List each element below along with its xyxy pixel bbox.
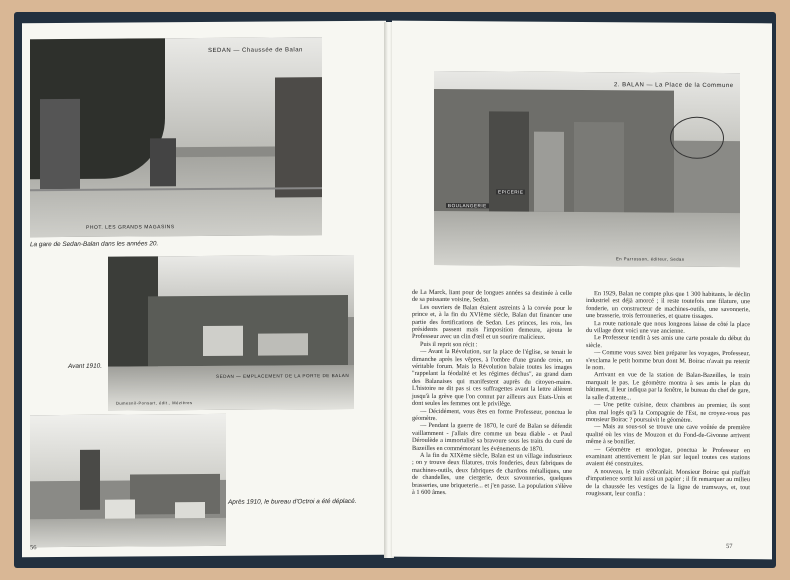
photo1-imprint: PHOT. LES GRANDS MAGASINS	[86, 224, 175, 231]
photo-right-title: 2. BALAN — La Place de la Commune	[614, 82, 734, 90]
photo-emplacement-porte-de-balan	[108, 255, 354, 411]
photo-apres-1910	[30, 414, 226, 547]
text-column-2	[586, 290, 750, 499]
photo2-caption: Avant 1910.	[68, 362, 102, 370]
paragraph: — Géomètre et œnologue, ponctua le Professeur en examinant attentivement le plan sur lequel toutes ces stations avaient été construites.	[586, 445, 750, 468]
photo2-title: SEDAN — EMPLACEMENT DE LA PORTE DE BALAN	[216, 372, 350, 379]
paragraph: — Pendant la guerre de 1870, le curé de Balan se défendit vaillamment - j'allais dire comme un beau diable - et Paul Déroulède a immortalisé sa bravoure sous les traits du curé de Bazeilles en commémorant les événements de 1870.	[412, 422, 572, 453]
paragraph: Les ouvriers de Balan étaient astreints à la corvée pour le prince et, à la fin du XVIème siècle, Balan dut financer une partie des fortifications de Sedan. Les princes, les rois, les présidents passent mais l'imposition demeure, ajouta le Professeur avec un clin d'œil et un sourire malicieux.	[412, 303, 572, 342]
page-number-left: 56	[30, 544, 37, 552]
photo-sedan-chaussee-de-balan	[30, 37, 322, 237]
photo1-title: SEDAN — Chaussée de Balan	[208, 47, 303, 54]
left-page	[22, 21, 386, 558]
paragraph: Le Professeur tendit à ses amis une carte postale du début du siècle.	[586, 334, 750, 349]
paragraph: La route nationale que nous longeons laisse de côté la place du village dont voici une vue ancienne.	[586, 319, 750, 335]
photo3-caption: Après 1910, le bureau d'Octroi a été déplacé.	[228, 497, 357, 506]
text-column-1	[412, 289, 572, 497]
shop-sign-epicerie: EPICERIE	[498, 189, 524, 195]
paragraph: de La Marck, liant pour de longues années sa destinée à celle de sa puissante voisine, Sedan.	[412, 288, 572, 304]
paragraph: — Décidément, vous êtes en forme Professeur, ponctua le géomètre.	[412, 407, 572, 422]
paragraph: Puis il reprit son récit :	[420, 340, 478, 349]
right-page	[392, 21, 772, 560]
paragraph: A nouveau, le train s'ébranlait. Monsieur Boirac qui piaffait d'impatience sortit lui aussi un papier ; il fit remarquer au milieu de la chaussée les vestiges de la ligne de tramways, et, tout rougissant, leur confia :	[586, 467, 750, 498]
photo2-imprint: Dumesnil-Ponsart, édit., Mézières	[116, 400, 193, 406]
photo-right-imprint: En Parrosson, éditeur, Sedan	[616, 256, 685, 262]
postmark-stamp	[670, 117, 724, 159]
paragraph: En 1929, Balan ne compte plus que 1 300 habitants, le déclin industriel est déjà amorcé ; il reste toutefois une filature, une fonderie, un constructeur de machines-outils, une savonnerie, une brasserie, trois ferronneries, et quatre tissages.	[586, 290, 750, 321]
paragraph: — Mais au sous-sol se trouve une cave voûtée de première qualité où les vins de Mouzon et du Fond-de-Givonne arrivent même à se bonifier.	[586, 423, 750, 446]
page-number-right: 57	[726, 543, 733, 551]
paragraph: — Avant la Révolution, sur la place de l'église, se tenait le dimanche après les vêpres, à l'ombre d'une grande croix, un véritable forum. Mais la Révolution balaie toutes les images "rappelant la féodalité et les régimes déchus", au grand dam des Balanaises qui manifestent auprès du citoyen-maire. L'histoire ne dit pas si ces suffragettes avant la lettre allèrent jusqu'à la grève que l'on connut par ailleurs aux Etats-Unis et dont seules les femmes ont le privilège.	[412, 348, 572, 408]
paragraph: — Comme vous savez bien préparer les voyages, Professeur, s'exclama le petit homme brun dont M. Boirac n'avait pu retenir le nom.	[586, 349, 750, 372]
paragraph: — Une petite cuisine, deux chambres au premier, ils sont plus mal logés qu'à la Compagnie de l'Est, ne croyez-vous pas monsieur Boirac ? poursuivit le géomètre.	[586, 401, 750, 424]
paragraph: Arrivant en vue de la station de Balan-Bazeilles, le train marquait le pas. Le géomètre montra à ses amis le plan du bâtiment, il leur indiqua par la fenêtre, le bureau du chef de gare, la salle d'attente...	[586, 371, 750, 402]
photo-balan-place-de-la-commune	[434, 71, 740, 267]
paragraph: A la fin du XIXème siècle, Balan est un village industrieux ; on y trouve deux filatures, trois fonderies, deux fabriques de machines-outils, deux fabriques de chardons métalliques, une de chandelles, une ciergerie, deux savonneries, quelques brasseries, une briqueterie... et j'en passe. La population s'élève à 1 600 âmes.	[412, 451, 572, 497]
photo1-caption: La gare de Sedan-Balan dans les années 20.	[30, 240, 159, 249]
shop-sign-boulangerie: BOULANGERIE	[448, 203, 487, 209]
